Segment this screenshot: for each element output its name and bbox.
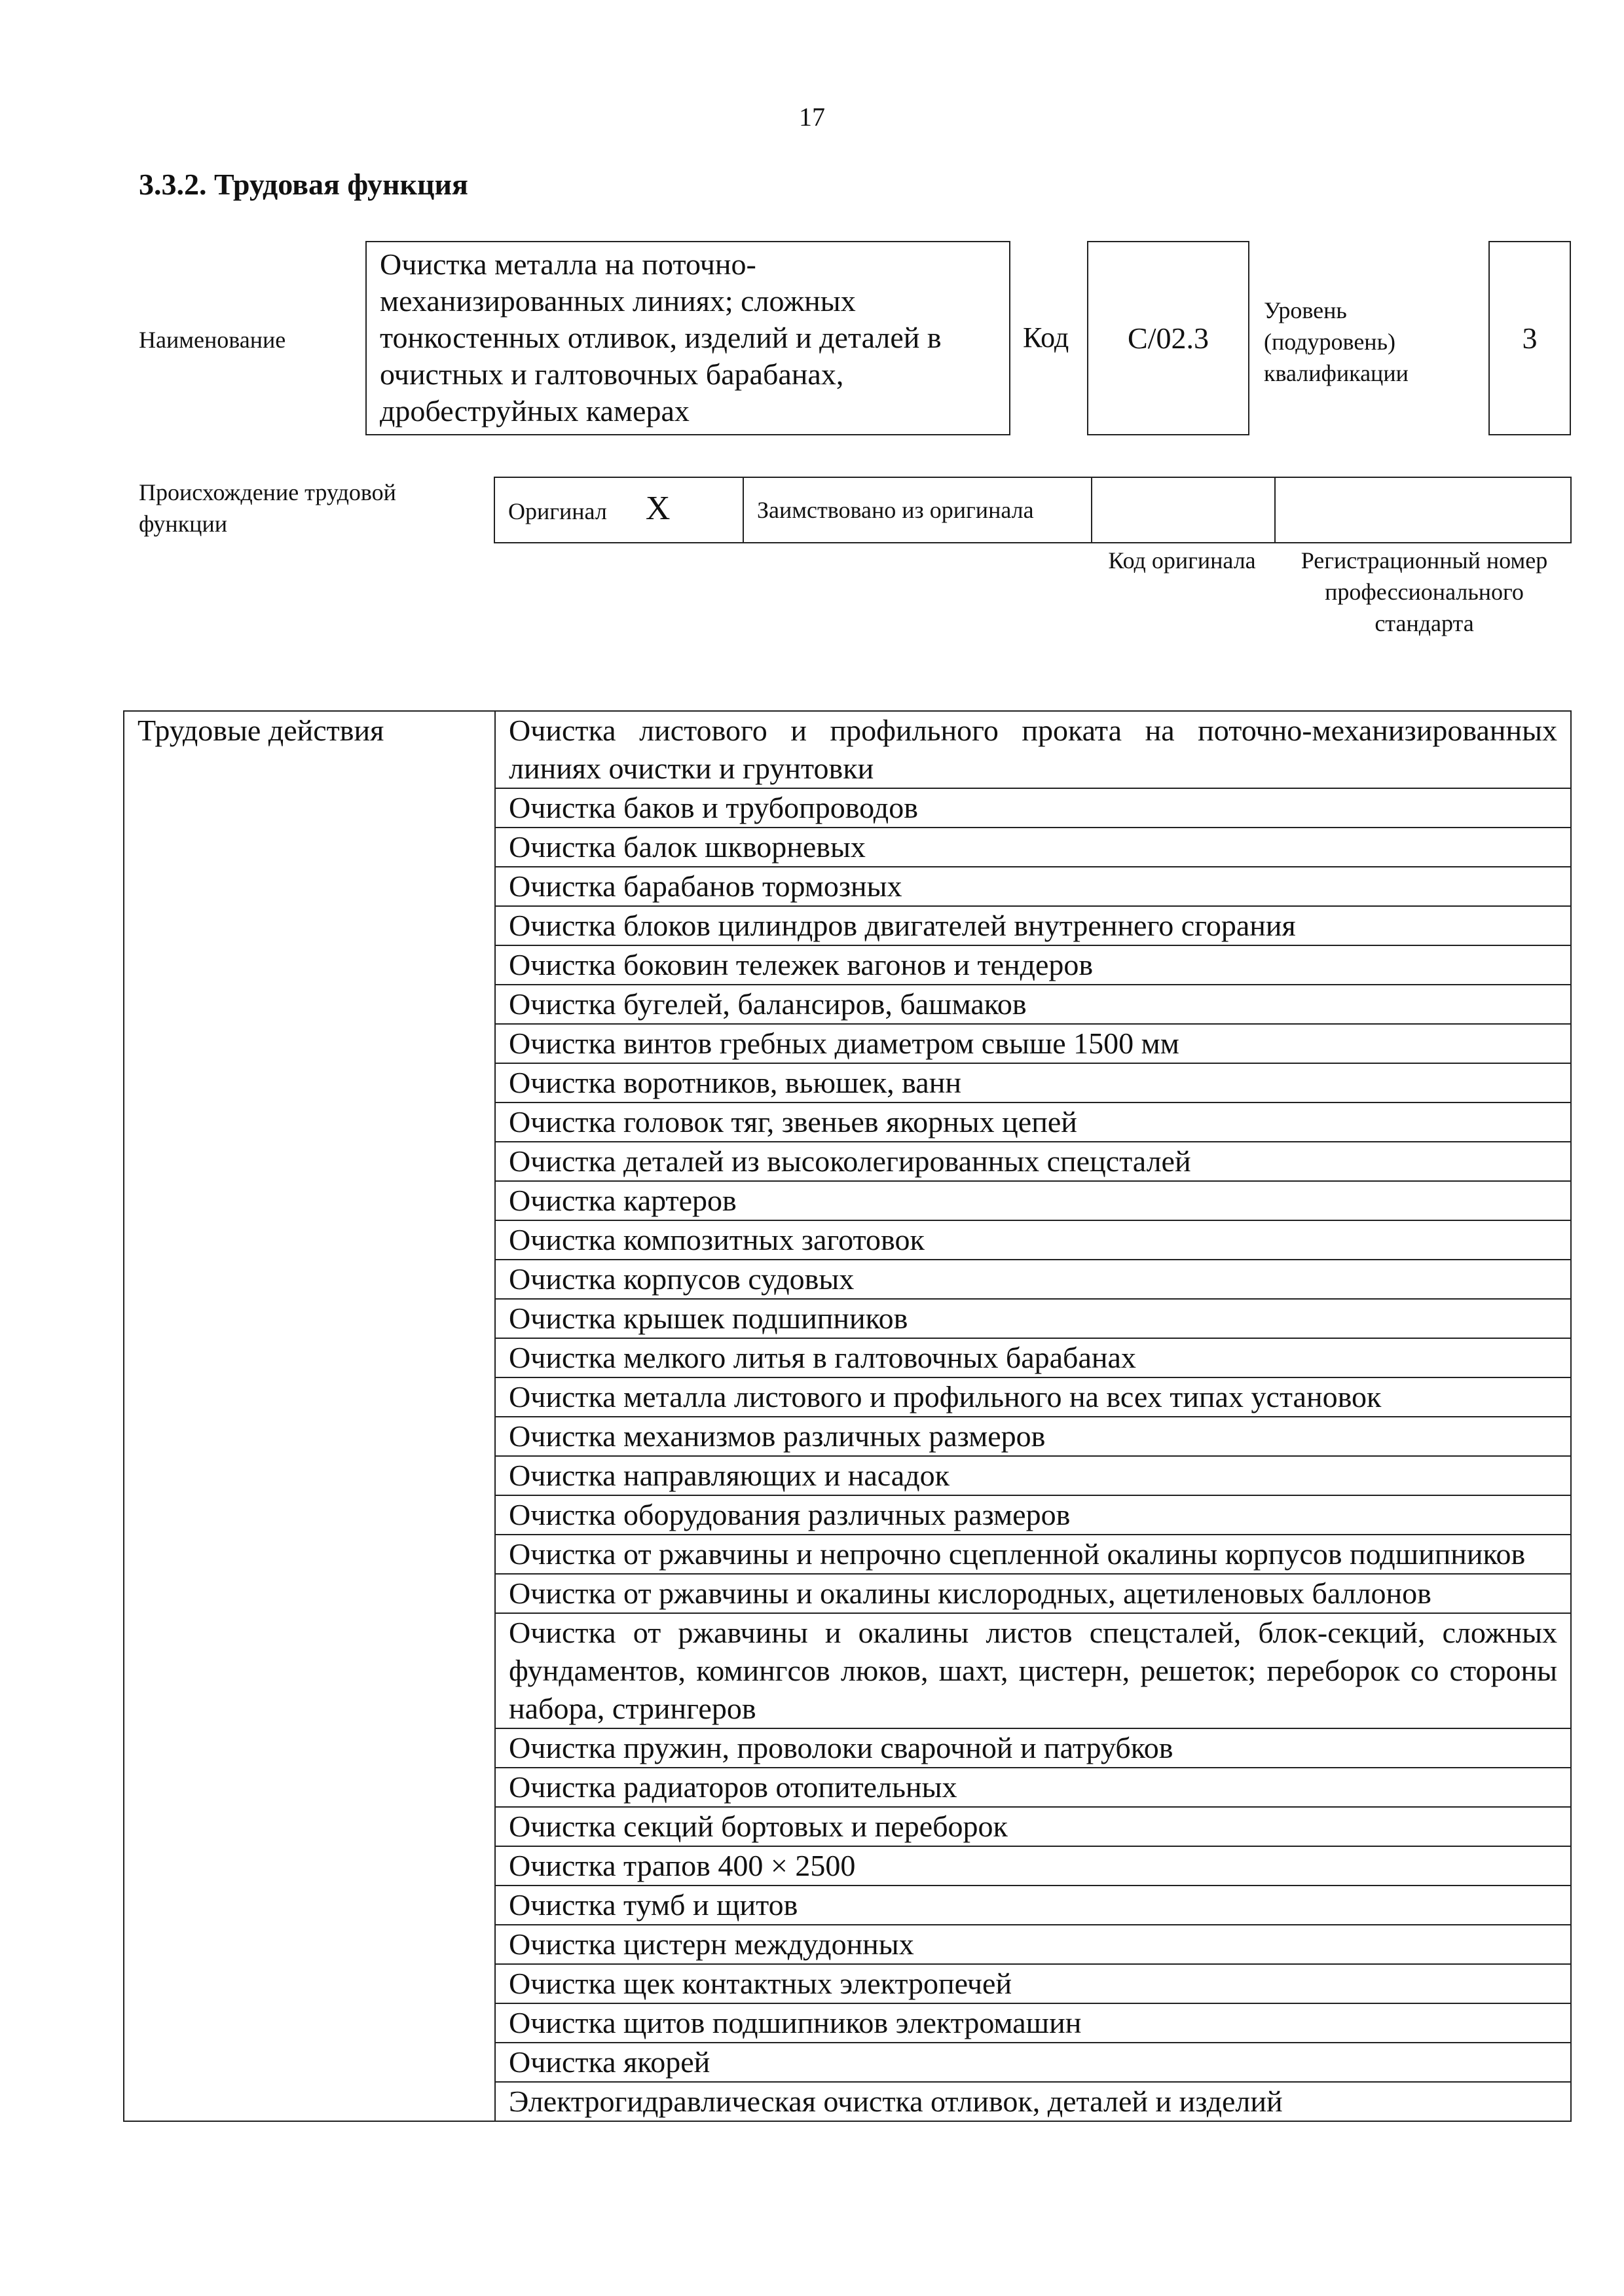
action-item: Очистка листового и профильного проката на поточно-механизированных линиях очистки и грунтовки <box>495 711 1571 788</box>
action-item: Очистка балок шкворневых <box>495 828 1571 867</box>
action-item: Очистка головок тяг, звеньев якорных цепей <box>495 1102 1571 1142</box>
action-item: Очистка бугелей, балансиров, башмаков <box>495 985 1571 1024</box>
action-item: Очистка винтов гребных диаметром свыше 1500 мм <box>495 1024 1571 1063</box>
code-value: C/02.3 <box>1087 241 1249 435</box>
action-item: Очистка воротников, вьюшек, ванн <box>495 1063 1571 1102</box>
actions-label: Трудовые действия <box>124 711 495 2121</box>
action-item: Очистка щек контактных электропечей <box>495 1964 1571 2003</box>
action-item: Очистка барабанов тормозных <box>495 867 1571 906</box>
action-item: Очистка от ржавчины и окалины листов спецсталей, блок-секций, сложных фундаментов, комингсов люков, шахт, цистерн, решеток; переборок со стороны набора, стрингеров <box>495 1613 1571 1728</box>
action-item: Очистка металла листового и профильного на всех типах установок <box>495 1377 1571 1417</box>
action-item: Очистка оборудования различных размеров <box>495 1495 1571 1535</box>
origin-original-mark: X <box>645 490 671 527</box>
action-item: Очистка крышек подшипников <box>495 1299 1571 1338</box>
table-row <box>124 711 1571 788</box>
action-item: Очистка корпусов судовых <box>495 1260 1571 1299</box>
origin-original-label: Оригинал <box>508 498 607 524</box>
action-item: Очистка мелкого литья в галтовочных барабанах <box>495 1338 1571 1377</box>
section-title: 3.3.2. Трудовая функция <box>139 168 468 201</box>
origin-table <box>494 477 1572 543</box>
level-label: Уровень (подуровень) квалификации <box>1264 297 1409 386</box>
action-item: Очистка щитов подшипников электромашин <box>495 2003 1571 2043</box>
action-item: Очистка картеров <box>495 1181 1571 1220</box>
level-value: 3 <box>1488 241 1571 435</box>
action-item: Очистка якорей <box>495 2043 1571 2082</box>
origin-reg-cell <box>1275 477 1571 543</box>
page-number: 17 <box>799 102 825 132</box>
action-item: Очистка тумб и щитов <box>495 1886 1571 1925</box>
action-item: Очистка баков и трубопроводов <box>495 788 1571 828</box>
action-item: Очистка пружин, проволоки сварочной и патрубков <box>495 1728 1571 1768</box>
action-item: Очистка направляющих и насадок <box>495 1456 1571 1495</box>
action-item: Очистка секций бортовых и переборок <box>495 1807 1571 1846</box>
origin-code-cell <box>1092 477 1275 543</box>
action-item: Очистка цистерн междудонных <box>495 1925 1571 1964</box>
action-item: Очистка от ржавчины и окалины кислородных, ацетиленовых баллонов <box>495 1574 1571 1613</box>
action-item: Очистка блоков цилиндров двигателей внутреннего сгорания <box>495 906 1571 945</box>
code-label: Код <box>1023 321 1069 354</box>
origin-code-caption: Код оригинала <box>1108 547 1256 574</box>
action-item: Электрогидравлическая очистка отливок, деталей и изделий <box>495 2082 1571 2121</box>
origin-original-cell <box>494 477 743 543</box>
action-item: Очистка композитных заготовок <box>495 1220 1571 1260</box>
name-value: Очистка металла на поточно-механизированных линиях; сложных тонкостенных отливок, изделий и деталей в очистных и галтовочных барабанах, дробеструйных камерах <box>365 241 1010 435</box>
action-item: Очистка деталей из высоколегированных спецсталей <box>495 1142 1571 1181</box>
name-label: Наименование <box>139 327 286 353</box>
action-item: Очистка трапов 400 × 2500 <box>495 1846 1571 1886</box>
origin-label: Происхождение трудовой функции <box>139 479 396 537</box>
origin-borrowed-label: Заимствовано из оригинала <box>743 477 1092 543</box>
actions-table <box>123 710 1572 2122</box>
action-item: Очистка от ржавчины и непрочно сцепленной окалины корпусов подшипников <box>495 1535 1571 1574</box>
action-item: Очистка механизмов различных размеров <box>495 1417 1571 1456</box>
action-item: Очистка боковин тележек вагонов и тендеров <box>495 945 1571 985</box>
origin-reg-caption: Регистрационный номер профессионального стандарта <box>1301 547 1548 636</box>
action-item: Очистка радиаторов отопительных <box>495 1768 1571 1807</box>
